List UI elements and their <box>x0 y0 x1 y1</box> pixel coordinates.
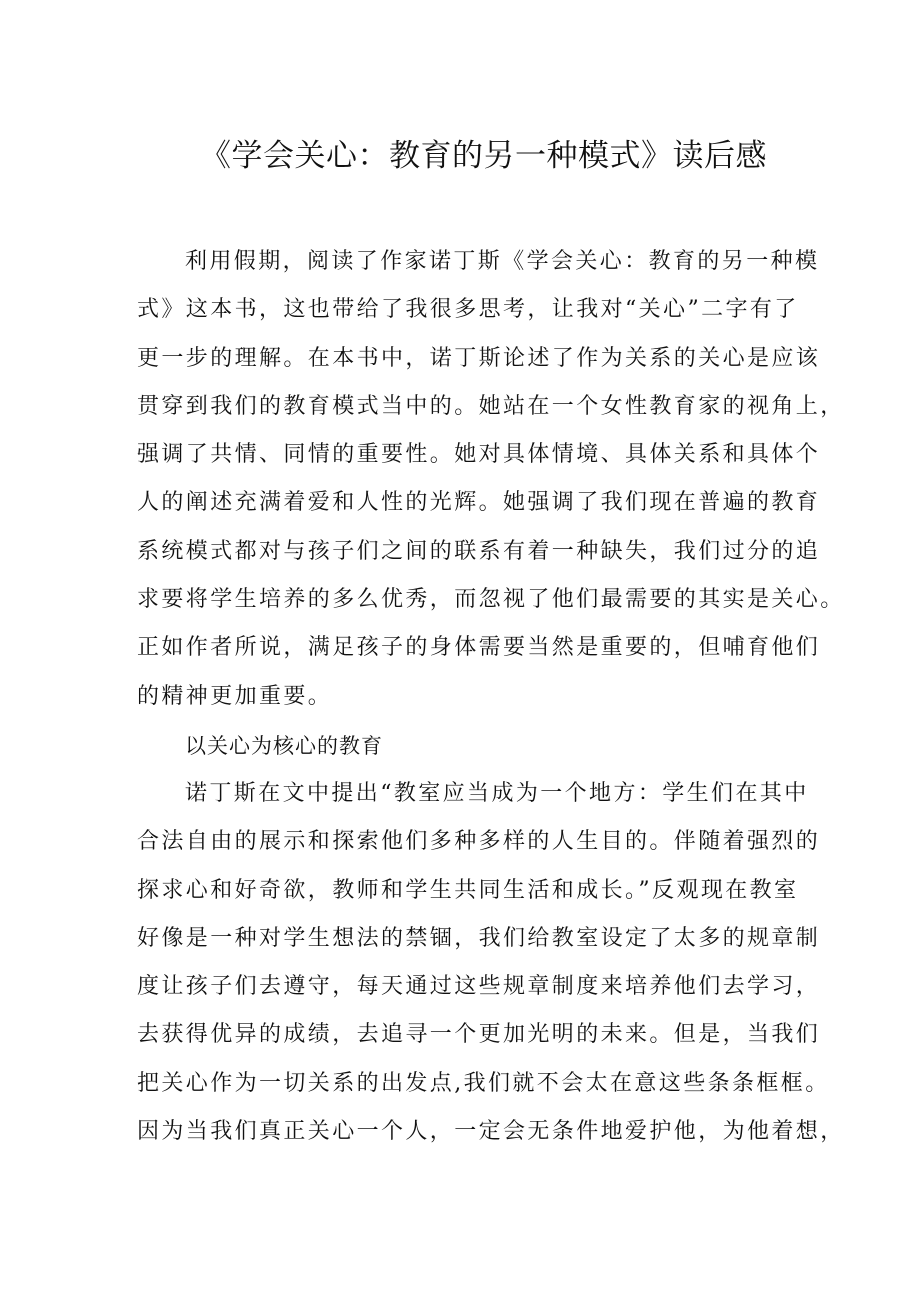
paragraph-line: 去获得优异的成绩，去追寻一个更加光明的未来。但是，当我们 <box>137 1022 821 1048</box>
paragraph-line: 诺丁斯在文中提出“教室应当成为一个地方：学生们在其中 <box>185 781 809 806</box>
section-heading: 以关心为核心的教育 <box>185 734 383 758</box>
paragraph-line: 贯穿到我们的教育模式当中的。她站在一个女性教育家的视角上， <box>137 393 845 419</box>
document-title: 《学会关心：教育的另一种模式》读后感 <box>200 138 767 174</box>
paragraph-line: 的精神更加重要。 <box>137 683 333 709</box>
paragraph-2 <box>137 770 845 1156</box>
paragraph-line: 因为当我们真正关心一个人，一定会无条件地爱护他，为他着想， <box>137 1119 845 1145</box>
paragraph-line: 更一步的理解。在本书中，诺丁斯论述了作为关系的关心是应该 <box>137 345 821 371</box>
paragraph-line: 度让孩子们去遵守，每天通过这些规章制度来培养他们去学习， <box>137 974 821 1000</box>
paragraph-line: 利用假期，阅读了作家诺丁斯《学会关心：教育的另一种模 <box>185 249 820 274</box>
paragraph-line: 正如作者所说，满足孩子的身体需要当然是重要的，但哺育他们 <box>137 635 821 661</box>
paragraph-line: 把关心作为一切关系的出发点,我们就不会太在意这些条条框框。 <box>137 1070 830 1096</box>
paragraph-line: 求要将学生培养的多么优秀，而忽视了他们最需要的其实是关心。 <box>137 587 845 613</box>
paragraph-1 <box>137 238 845 721</box>
paragraph-line: 式》这本书，这也带给了我很多思考，让我对“关心”二字有了 <box>137 297 799 323</box>
paragraph-line: 强调了共情、同情的重要性。她对具体情境、具体关系和具体个 <box>137 442 821 468</box>
paragraph-line: 探求心和好奇欲，教师和学生共同生活和成长。”反观现在教室 <box>137 877 799 903</box>
paragraph-line: 好像是一种对学生想法的禁锢，我们给教室设定了太多的规章制 <box>137 925 821 951</box>
paragraph-line: 系统模式都对与孩子们之间的联系有着一种缺失，我们过分的追 <box>137 538 821 564</box>
paragraph-line: 合法自由的展示和探索他们多种多样的人生目的。伴随着强烈的 <box>137 829 821 855</box>
paragraph-line: 人的阐述充满着爱和人性的光辉。她强调了我们现在普遍的教育 <box>137 490 821 516</box>
